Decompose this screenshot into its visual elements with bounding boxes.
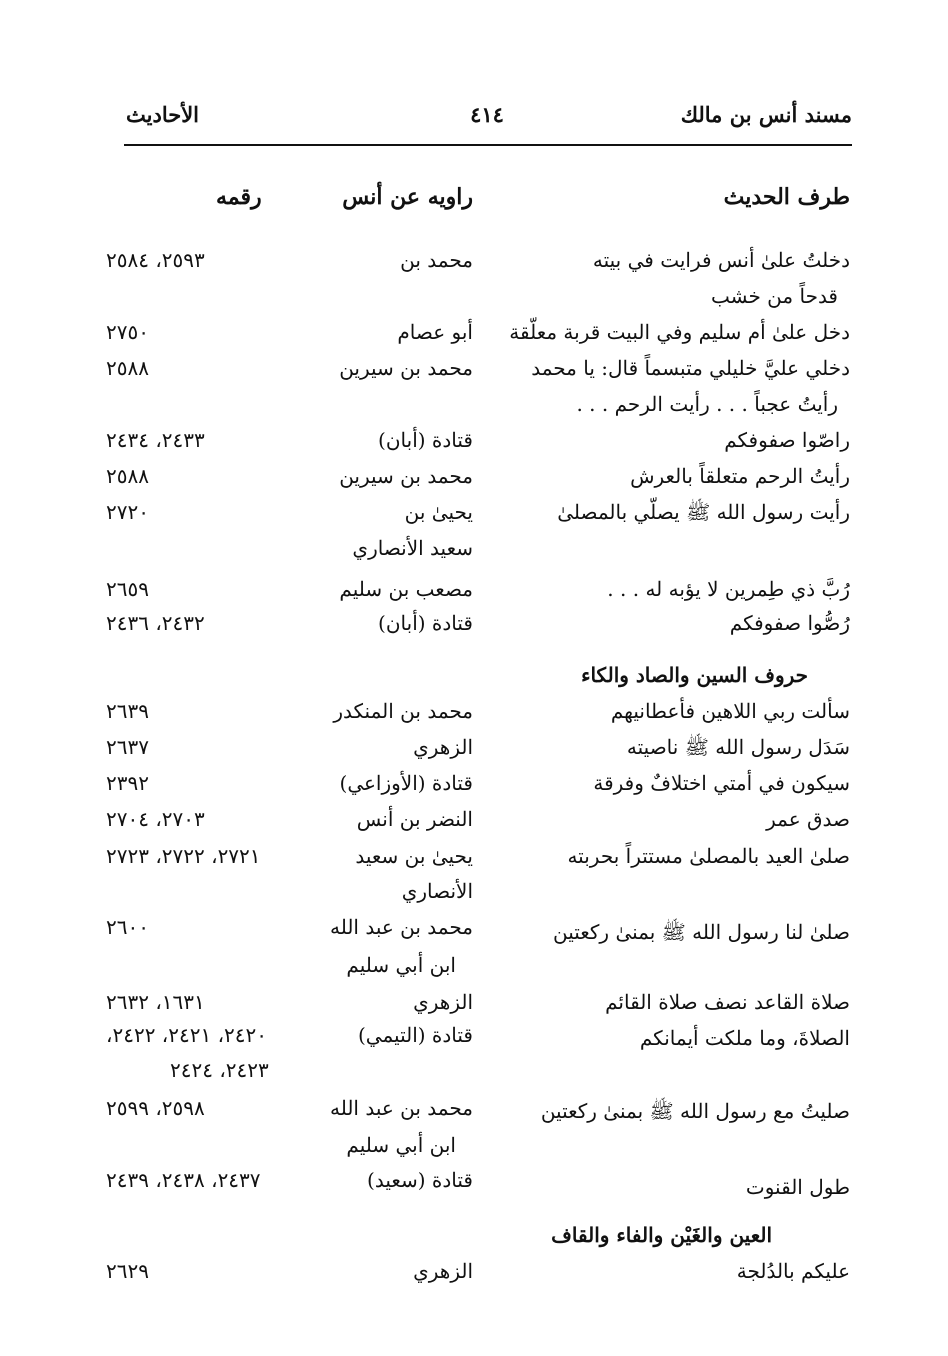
hadith-numbers: ٢٦٥٩ [106, 577, 149, 601]
running-head-section: الأحاديث [126, 102, 200, 127]
hadith-numbers: ٢٤٣٣، ٢٤٣٤ [106, 428, 205, 452]
hadith-text: دخلتُ علىٰ أنس فرايت في بيته [592, 248, 850, 272]
hadith-text: صلىٰ لنا رسول الله ﷺ بمنىٰ ركعتين [552, 920, 850, 944]
narrator: قتادة (الأوزاعي) [339, 771, 473, 795]
narrator: النضر بن أنس [356, 807, 473, 831]
hadith-text: صليتُ مع رسول الله ﷺ بمنىٰ ركعتين [540, 1099, 850, 1123]
hadith-text: رُصُّوا صفوفكم [729, 611, 850, 635]
hadith-text-continuation: رأيتُ عجباً . . . رأيت الرحم . . . [576, 392, 838, 416]
narrator: محمد بن سيرين [339, 356, 473, 380]
hadith-text-continuation: قدحاً من خشب [710, 284, 838, 308]
hadith-text: سيكون في أمتي اختلافٌ وفرقة [593, 771, 850, 795]
hadith-numbers: ٢٤٣٢، ٢٤٣٦ [106, 611, 205, 635]
header-rule [124, 144, 852, 146]
narrator: محمد بن [400, 248, 473, 272]
narrator: قتادة (أبان) [378, 428, 473, 452]
hadith-text: الصلاةَ، وما ملكت أيمانكم [639, 1026, 850, 1050]
narrator-continuation: ابن أبي سليم [346, 1133, 456, 1157]
hadith-numbers: ٢٦٢٩ [106, 1259, 149, 1283]
narrator: قتادة (التيمي) [358, 1023, 473, 1047]
hadith-numbers: ٢٣٩٢ [106, 771, 149, 795]
narrator: يحيىٰ بن سعيد [355, 844, 473, 868]
hadith-numbers-continuation: ٢٤٢٣، ٢٤٢٤ [170, 1058, 269, 1082]
section-heading: حروف السين والصاد والكاء [581, 663, 808, 687]
narrator-continuation: سعيد الأنصاري [352, 536, 473, 560]
narrator: الزهري [413, 990, 473, 1014]
hadith-text: سألت ربي اللاهين فأعطانيهم [610, 699, 850, 723]
column-header-narrator: راويه عن أنس [342, 184, 473, 210]
hadith-numbers: ٢٥٨٨ [106, 356, 149, 380]
hadith-text: سَدَل رسول الله ﷺ ناصيته [626, 735, 850, 759]
narrator: قتادة (أبان) [378, 611, 473, 635]
hadith-numbers: ٢٧٢٠ [106, 500, 149, 524]
narrator-continuation: ابن أبي سليم [346, 953, 456, 977]
hadith-text: صلاة القاعد نصف صلاة القائم [605, 990, 850, 1014]
section-heading: العين والغَيْن والفاء والقاف [551, 1223, 772, 1247]
narrator: الزهري [413, 735, 473, 759]
hadith-numbers: ٢٦٣٧ [106, 735, 149, 759]
hadith-numbers: ١٦٣١، ٢٦٣٢ [106, 990, 205, 1014]
hadith-text: راصّوا صفوفكم [724, 428, 850, 452]
hadith-text: دخل علىٰ أم سليم وفي البيت قربة معلّقة [509, 320, 850, 344]
hadith-text: رأيت رسول الله ﷺ يصلّي بالمصلىٰ [557, 500, 850, 524]
narrator-continuation: الأنصاري [401, 879, 473, 903]
hadith-numbers: ٢٤٣٧، ٢٤٣٨، ٢٤٣٩ [106, 1168, 261, 1192]
hadith-text: صدق عمر [766, 807, 850, 831]
narrator: مصعب بن سليم [339, 577, 473, 601]
hadith-text: دخلي عليَّ خليلي متبسماً قال: يا محمد [531, 356, 850, 380]
running-head-title: مسند أنس بن مالك [680, 102, 852, 127]
page-number: ٤١٤ [470, 102, 504, 127]
hadith-text: عليكم بالدُلجة [736, 1259, 850, 1283]
narrator: قتادة (سعيد) [367, 1168, 473, 1192]
hadith-text: طول القنوت [745, 1175, 850, 1199]
hadith-text: صلىٰ العيد بالمصلىٰ مستتراً بحربته [567, 844, 850, 868]
narrator: أبو عصام [397, 320, 473, 344]
narrator: يحيىٰ بن [404, 500, 473, 524]
hadith-numbers: ٢٤٢٠، ٢٤٢١، ٢٤٢٢، [106, 1023, 267, 1047]
hadith-numbers: ٢٧٥٠ [106, 320, 149, 344]
narrator: محمد بن سيرين [339, 464, 473, 488]
hadith-text: رُبَّ ذي طِمرين لا يؤبه له . . . [607, 577, 850, 601]
hadith-numbers: ٢٥٨٨ [106, 464, 149, 488]
hadith-numbers: ٢٥٩٣، ٢٥٨٤ [106, 248, 205, 272]
hadith-numbers: ٢٦٠٠ [106, 915, 149, 939]
narrator: الزهري [413, 1259, 473, 1283]
hadith-text: رأيتُ الرحم متعلقاً بالعرش [630, 464, 850, 488]
narrator: محمد بن المنكدر [333, 699, 473, 723]
narrator: محمد بن عبد الله [329, 1096, 473, 1120]
column-header-hadith: طرف الحديث [723, 184, 850, 210]
hadith-numbers: ٢٦٣٩ [106, 699, 149, 723]
column-header-number: رقمه [216, 184, 262, 210]
narrator: محمد بن عبد الله [329, 915, 473, 939]
hadith-numbers: ٢٧٠٣، ٢٧٠٤ [106, 807, 205, 831]
hadith-numbers: ٢٥٩٨، ٢٥٩٩ [106, 1096, 205, 1120]
hadith-numbers: ٢٧٢١، ٢٧٢٢، ٢٧٢٣ [106, 844, 261, 868]
